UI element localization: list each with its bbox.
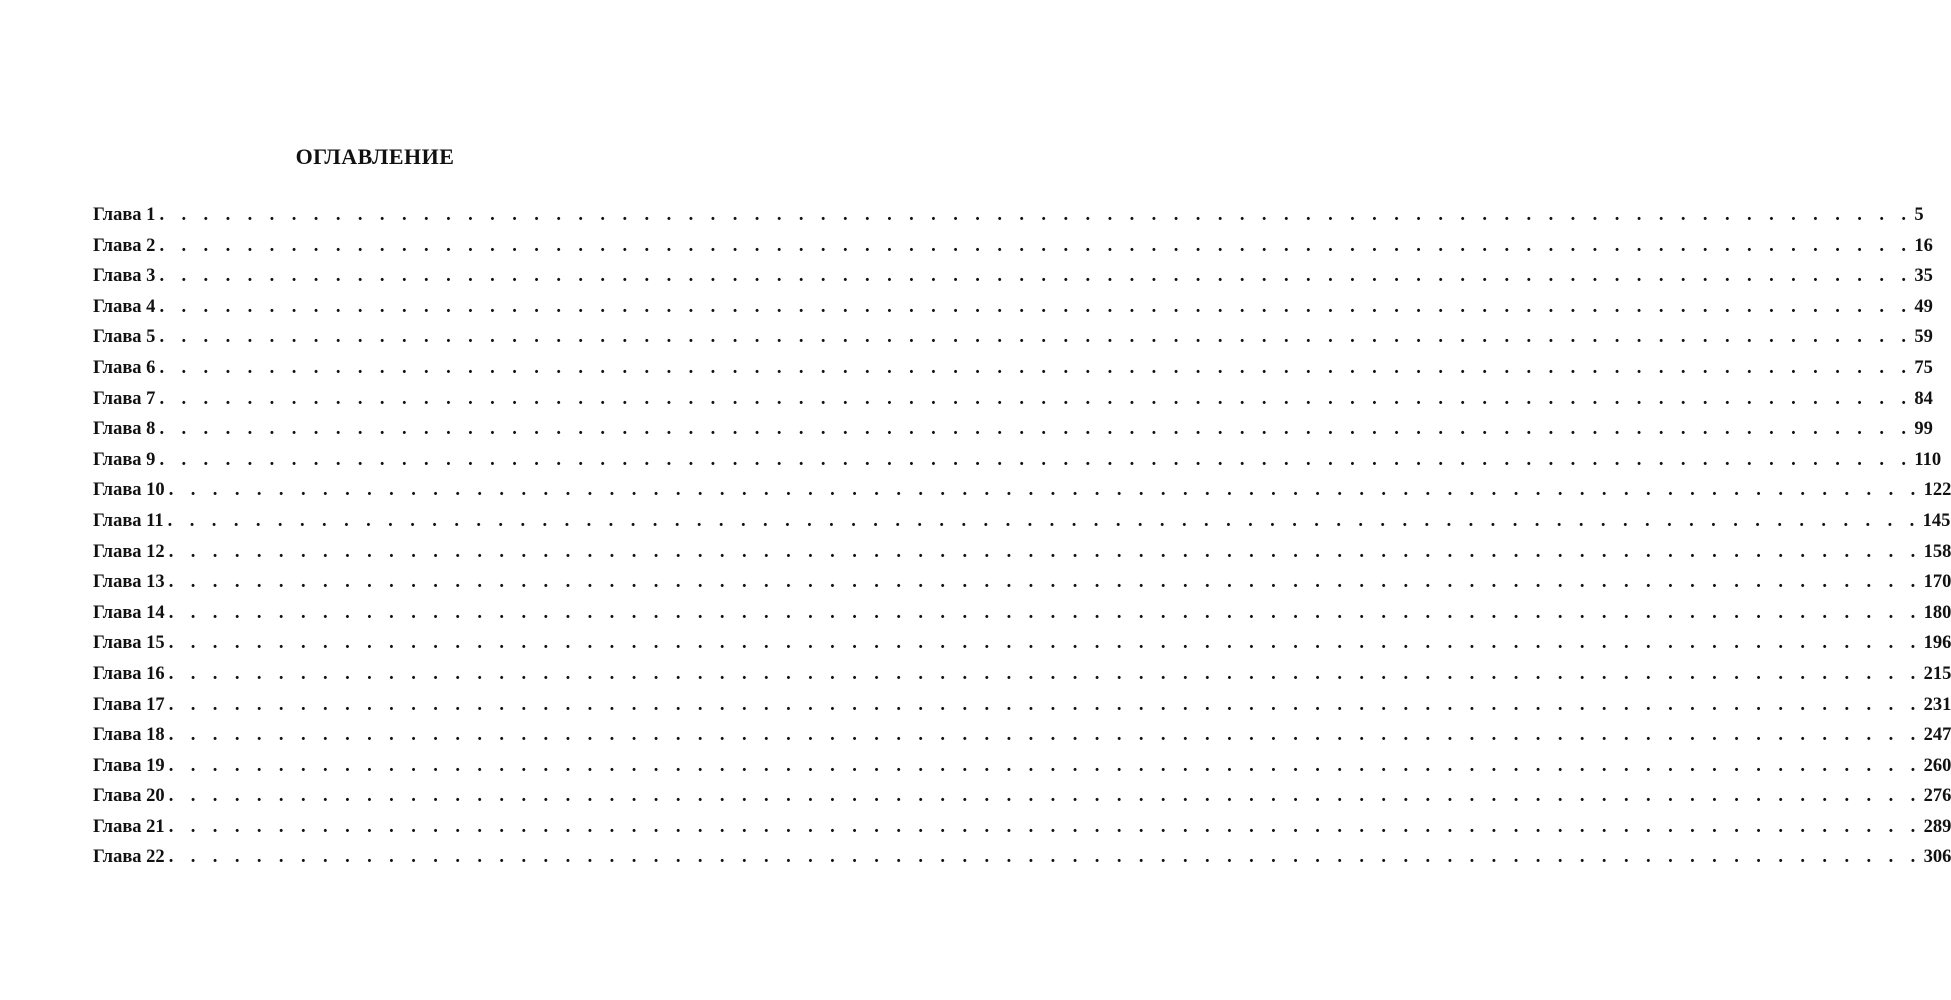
dot-leader: . . . . . . . . . . . . . . . . . . . . . . . . . . . . . . . . . . . . . . . . . . . . . . . . . . . . . . . . . . . . . . . . . . . . . . . . . . . . . . . . bbox=[168, 663, 1922, 684]
toc-entry bbox=[93, 384, 1933, 415]
toc-entry bbox=[93, 445, 1942, 476]
dot-leader: . . . . . . . . . . . . . . . . . . . . . . . . . . . . . . . . . . . . . . . . . . . . . . . . . . . . . . . . . . . . . . . . . . . . . . . . . . . . . . . . bbox=[168, 755, 1922, 776]
dot-leader: . . . . . . . . . . . . . . . . . . . . . . . . . . . . . . . . . . . . . . . . . . . . . . . . . . . . . . . . . . . . . . . . . . . . . . . . . . . . . . . . bbox=[168, 480, 1922, 501]
toc-entry-page-number: 180 bbox=[1923, 602, 1951, 623]
toc-entry-label: Глава 5 bbox=[93, 327, 156, 348]
toc-list bbox=[93, 200, 1951, 873]
dot-leader: . . . . . . . . . . . . . . . . . . . . . . . . . . . . . . . . . . . . . . . . . . . . . . . . . . . . . . . . . . . . . . . . . . . . . . . . . . . . . . . . bbox=[159, 419, 1913, 440]
toc-entry-page-number: 5 bbox=[1914, 205, 1924, 225]
toc-entry-label: Глава 6 bbox=[93, 357, 156, 378]
toc-entry bbox=[93, 720, 1951, 751]
toc-entry bbox=[93, 628, 1951, 659]
dot-leader: . . . . . . . . . . . . . . . . . . . . . . . . . . . . . . . . . . . . . . . . . . . . . . . . . . . . . . . . . . . . . . . . . . . . . . . . . . . . . . . . bbox=[159, 296, 1913, 317]
toc-entry-page-number: 49 bbox=[1914, 296, 1933, 317]
toc-entry-label: Глава 10 bbox=[93, 480, 165, 501]
toc-entry bbox=[93, 475, 1951, 506]
dot-leader: . . . . . . . . . . . . . . . . . . . . . . . . . . . . . . . . . . . . . . . . . . . . . . . . . . . . . . . . . . . . . . . . . . . . . . . . . . . . . . . . bbox=[159, 388, 1913, 409]
toc-entry-label: Глава 11 bbox=[93, 510, 164, 531]
dot-leader: . . . . . . . . . . . . . . . . . . . . . . . . . . . . . . . . . . . . . . . . . . . . . . . . . . . . . . . . . . . . . . . . . . . . . . . . . . . . . . . . bbox=[159, 235, 1913, 256]
toc-entry bbox=[93, 322, 1933, 353]
toc-entry bbox=[93, 231, 1933, 262]
toc-entry-page-number: 215 bbox=[1923, 663, 1951, 684]
toc-entry-label: Глава 1 bbox=[93, 205, 156, 225]
toc-entry bbox=[93, 598, 1951, 629]
toc-entry bbox=[93, 353, 1933, 384]
toc-entry-label: Глава 7 bbox=[93, 388, 156, 409]
dot-leader: . . . . . . . . . . . . . . . . . . . . . . . . . . . . . . . . . . . . . . . . . . . . . . . . . . . . . . . . . . . . . . . . . . . . . . . . . . . . . . . . bbox=[168, 602, 1922, 623]
dot-leader: . . . . . . . . . . . . . . . . . . . . . . . . . . . . . . . . . . . . . . . . . . . . . . . . . . . . . . . . . . . . . . . . . . . . . . . . . . . . . . . . bbox=[168, 572, 1922, 593]
toc-entry bbox=[93, 537, 1951, 568]
toc-entry-page-number: 276 bbox=[1923, 786, 1951, 807]
toc-entry-label: Глава 20 bbox=[93, 786, 165, 807]
dot-leader: . . . . . . . . . . . . . . . . . . . . . . . . . . . . . . . . . . . . . . . . . . . . . . . . . . . . . . . . . . . . . . . . . . . . . . . . . . . . . . . . bbox=[168, 847, 1922, 868]
toc-entry bbox=[93, 842, 1951, 873]
toc-entry-page-number: 145 bbox=[1922, 510, 1951, 531]
toc-entry bbox=[93, 812, 1951, 843]
dot-leader: . . . . . . . . . . . . . . . . . . . . . . . . . . . . . . . . . . . . . . . . . . . . . . . . . . . . . . . . . . . . . . . . . . . . . . . . . . . . . . . . bbox=[168, 786, 1922, 807]
toc-entry-page-number: 247 bbox=[1923, 725, 1951, 746]
toc-entry-label: Глава 12 bbox=[93, 541, 165, 562]
toc-entry-label: Глава 21 bbox=[93, 816, 165, 837]
toc-entry-page-number: 110 bbox=[1914, 449, 1942, 470]
toc-entry-page-number: 196 bbox=[1923, 633, 1951, 654]
toc-entry-label: Глава 9 bbox=[93, 449, 156, 470]
dot-leader: . . . . . . . . . . . . . . . . . . . . . . . . . . . . . . . . . . . . . . . . . . . . . . . . . . . . . . . . . . . . . . . . . . . . . . . . . . . . . . . . bbox=[168, 725, 1922, 746]
dot-leader: . . . . . . . . . . . . . . . . . . . . . . . . . . . . . . . . . . . . . . . . . . . . . . . . . . . . . . . . . . . . . . . . . . . . . . . . . . . . . . . . bbox=[168, 633, 1922, 654]
toc-entry bbox=[93, 781, 1951, 812]
toc-entry-label: Глава 17 bbox=[93, 694, 165, 715]
dot-leader: . . . . . . . . . . . . . . . . . . . . . . . . . . . . . . . . . . . . . . . . . . . . . . . . . . . . . . . . . . . . . . . . . . . . . . . . . . . . . . . . bbox=[168, 541, 1922, 562]
dot-leader: . . . . . . . . . . . . . . . . . . . . . . . . . . . . . . . . . . . . . . . . . . . . . . . . . . . . . . . . . . . . . . . . . . . . . . . . . . . . . . . . bbox=[159, 357, 1913, 378]
dot-leader: . . . . . . . . . . . . . . . . . . . . . . . . . . . . . . . . . . . . . . . . . . . . . . . . . . . . . . . . . . . . . . . . . . . . . . . . . . . . . . . . bbox=[168, 816, 1922, 837]
dot-leader: . . . . . . . . . . . . . . . . . . . . . . . . . . . . . . . . . . . . . . . . . . . . . . . . . . . . . . . . . . . . . . . . . . . . . . . . . . . . . . . . bbox=[159, 266, 1913, 287]
toc-entry-label: Глава 2 bbox=[93, 235, 156, 256]
toc-entry-label: Глава 3 bbox=[93, 266, 156, 287]
dot-leader: . . . . . . . . . . . . . . . . . . . . . . . . . . . . . . . . . . . . . . . . . . . . . . . . . . . . . . . . . . . . . . . . . . . . . . . . . . . . . . . . bbox=[159, 205, 1913, 225]
toc-entry-label: Глава 15 bbox=[93, 633, 165, 654]
toc-entry-page-number: 99 bbox=[1914, 419, 1933, 440]
toc-entry-page-number: 289 bbox=[1923, 816, 1951, 837]
dot-leader: . . . . . . . . . . . . . . . . . . . . . . . . . . . . . . . . . . . . . . . . . . . . . . . . . . . . . . . . . . . . . . . . . . . . . . . . . . . . . . . . bbox=[168, 694, 1922, 715]
toc-entry-page-number: 231 bbox=[1923, 694, 1951, 715]
dot-leader: . . . . . . . . . . . . . . . . . . . . . . . . . . . . . . . . . . . . . . . . . . . . . . . . . . . . . . . . . . . . . . . . . . . . . . . . . . . . . . . . bbox=[159, 449, 1913, 470]
toc-title: ОГЛАВЛЕНИЕ bbox=[295, 144, 455, 169]
toc-entry-label: Глава 18 bbox=[93, 725, 165, 746]
toc-entry-page-number: 170 bbox=[1923, 572, 1951, 593]
toc-entry-page-number: 306 bbox=[1923, 847, 1951, 868]
dot-leader: . . . . . . . . . . . . . . . . . . . . . . . . . . . . . . . . . . . . . . . . . . . . . . . . . . . . . . . . . . . . . . . . . . . . . . . . . . . . . . . . bbox=[167, 510, 1921, 531]
toc-entry bbox=[93, 414, 1933, 445]
toc-entry-page-number: 122 bbox=[1923, 480, 1951, 501]
toc-entry-page-number: 84 bbox=[1914, 388, 1933, 409]
toc-entry-page-number: 16 bbox=[1914, 235, 1933, 256]
toc-entry bbox=[93, 506, 1951, 537]
toc-entry bbox=[93, 751, 1951, 782]
toc-entry bbox=[93, 261, 1933, 292]
toc-entry-label: Глава 22 bbox=[93, 847, 165, 868]
toc-entry-page-number: 35 bbox=[1914, 266, 1933, 287]
toc-entry-page-number: 59 bbox=[1914, 327, 1933, 348]
toc-entry-page-number: 158 bbox=[1923, 541, 1951, 562]
toc-entry bbox=[93, 200, 1924, 231]
toc-entry-label: Глава 4 bbox=[93, 296, 156, 317]
toc-entry bbox=[93, 690, 1951, 721]
toc-entry-label: Глава 19 bbox=[93, 755, 165, 776]
toc-entry bbox=[93, 567, 1951, 598]
toc-entry-page-number: 260 bbox=[1923, 755, 1951, 776]
toc-entry-label: Глава 16 bbox=[93, 663, 165, 684]
toc-entry-label: Глава 13 bbox=[93, 572, 165, 593]
dot-leader: . . . . . . . . . . . . . . . . . . . . . . . . . . . . . . . . . . . . . . . . . . . . . . . . . . . . . . . . . . . . . . . . . . . . . . . . . . . . . . . . bbox=[159, 327, 1913, 348]
toc-entry-page-number: 75 bbox=[1914, 357, 1933, 378]
toc-entry bbox=[93, 659, 1951, 690]
toc-entry-label: Глава 14 bbox=[93, 602, 165, 623]
toc-entry-label: Глава 8 bbox=[93, 419, 156, 440]
toc-entry bbox=[93, 292, 1933, 323]
